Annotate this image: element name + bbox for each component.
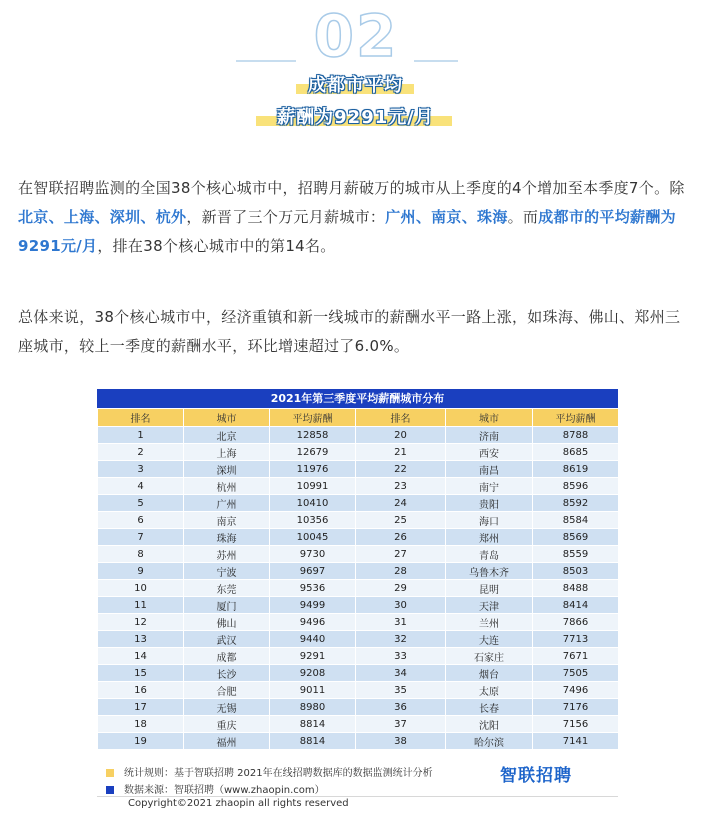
cell-salary: 9499	[270, 597, 356, 614]
table-row	[98, 546, 619, 563]
para1-text4: ，排在38个核心城市中的第14名。	[97, 237, 336, 255]
cell-city: 青岛	[446, 546, 533, 563]
header-line-right	[414, 60, 458, 62]
cell-salary: 8488	[533, 580, 619, 597]
cell-city: 天津	[446, 597, 533, 614]
cell-city: 兰州	[446, 614, 533, 631]
header-salary-2: 平均薪酬	[533, 409, 619, 427]
para1-highlight3: 成都市的平均薪酬为9291元/月	[18, 208, 676, 255]
zhaopin-logo: 智联招聘	[500, 766, 572, 786]
cell-rank: 9	[98, 563, 184, 580]
cell-salary: 8619	[533, 461, 619, 478]
cell-rank: 23	[356, 478, 446, 495]
cell-city: 石家庄	[446, 648, 533, 665]
table-row	[98, 716, 619, 733]
cell-city: 郑州	[446, 529, 533, 546]
table-row	[98, 665, 619, 682]
cell-rank: 3	[98, 461, 184, 478]
table-row	[98, 631, 619, 648]
header-rank-2: 排名	[356, 409, 446, 427]
cell-salary: 8685	[533, 444, 619, 461]
table-row	[98, 614, 619, 631]
table-row	[98, 563, 619, 580]
cell-rank: 37	[356, 716, 446, 733]
para1-text1: 在智联招聘监测的全国38个核心城市中，招聘月薪破万的城市从上季度的4个增加至本季度7个。除	[18, 179, 685, 197]
cell-rank: 19	[98, 733, 184, 750]
cell-city: 南宁	[446, 478, 533, 495]
cell-salary: 9291	[270, 648, 356, 665]
cell-rank: 14	[98, 648, 184, 665]
table-row	[98, 512, 619, 529]
cell-salary: 9011	[270, 682, 356, 699]
copyright-text: Copyright©2021 zhaopin all rights reserved	[128, 798, 349, 809]
table-row	[98, 580, 619, 597]
cell-rank: 35	[356, 682, 446, 699]
table-row	[98, 495, 619, 512]
cell-city: 海口	[446, 512, 533, 529]
cell-city: 福州	[184, 733, 270, 750]
cell-rank: 11	[98, 597, 184, 614]
cell-rank: 27	[356, 546, 446, 563]
cell-rank: 20	[356, 427, 446, 444]
cell-rank: 32	[356, 631, 446, 648]
table-row	[98, 461, 619, 478]
cell-city: 贵阳	[446, 495, 533, 512]
cell-rank: 4	[98, 478, 184, 495]
header-city-1: 城市	[184, 409, 270, 427]
table-row	[98, 733, 619, 750]
cell-salary: 8584	[533, 512, 619, 529]
section-number: 02	[313, 2, 399, 70]
cell-city: 佛山	[184, 614, 270, 631]
cell-rank: 38	[356, 733, 446, 750]
paragraph-summary: 总体来说，38个核心城市中，经济重镇和新一线城市的薪酬水平一路上涨，如珠海、佛山、郑州三座城市，较上一季度的薪酬水平，环比增速超过了6.0%。	[18, 308, 681, 355]
cell-city: 成都	[184, 648, 270, 665]
cell-rank: 25	[356, 512, 446, 529]
cell-salary: 8788	[533, 427, 619, 444]
cell-salary: 7713	[533, 631, 619, 648]
cell-city: 广州	[184, 495, 270, 512]
cell-salary: 9730	[270, 546, 356, 563]
cell-salary: 8814	[270, 733, 356, 750]
para1-highlight2: 广州、南京、珠海	[385, 208, 508, 226]
cell-salary: 8814	[270, 716, 356, 733]
cell-city: 昆明	[446, 580, 533, 597]
cell-city: 杭州	[184, 478, 270, 495]
cell-salary: 8596	[533, 478, 619, 495]
table-row	[98, 529, 619, 546]
cell-salary: 9440	[270, 631, 356, 648]
header-rank-1: 排名	[98, 409, 184, 427]
cell-salary: 7141	[533, 733, 619, 750]
cell-salary: 8569	[533, 529, 619, 546]
cell-city: 太原	[446, 682, 533, 699]
cell-city: 哈尔滨	[446, 733, 533, 750]
paragraph-intro	[18, 174, 694, 261]
cell-rank: 15	[98, 665, 184, 682]
legend-blue-square	[106, 786, 114, 794]
cell-rank: 6	[98, 512, 184, 529]
cell-rank: 33	[356, 648, 446, 665]
cell-city: 珠海	[184, 529, 270, 546]
cell-salary: 9536	[270, 580, 356, 597]
cell-salary: 9496	[270, 614, 356, 631]
table-row	[98, 444, 619, 461]
cell-salary: 7176	[533, 699, 619, 716]
cell-salary: 8592	[533, 495, 619, 512]
cell-city: 深圳	[184, 461, 270, 478]
cell-rank: 1	[98, 427, 184, 444]
para1-text3: 。而	[507, 208, 539, 226]
cell-city: 北京	[184, 427, 270, 444]
legend-source	[106, 781, 325, 796]
cell-rank: 31	[356, 614, 446, 631]
cell-rank: 36	[356, 699, 446, 716]
cell-city: 南昌	[446, 461, 533, 478]
header-line-left	[236, 60, 296, 62]
cell-city: 东莞	[184, 580, 270, 597]
cell-rank: 12	[98, 614, 184, 631]
cell-city: 济南	[446, 427, 533, 444]
cell-rank: 18	[98, 716, 184, 733]
cell-rank: 8	[98, 546, 184, 563]
cell-rank: 34	[356, 665, 446, 682]
cell-city: 长沙	[184, 665, 270, 682]
table-row	[98, 597, 619, 614]
cell-rank: 17	[98, 699, 184, 716]
cell-salary: 8559	[533, 546, 619, 563]
header-salary-1: 平均薪酬	[270, 409, 356, 427]
para1-text2: ，新晋了三个万元月薪城市：	[186, 208, 386, 226]
table-header-row	[98, 409, 619, 427]
cell-salary: 8414	[533, 597, 619, 614]
cell-city: 沈阳	[446, 716, 533, 733]
header-city-2: 城市	[446, 409, 533, 427]
cell-rank: 22	[356, 461, 446, 478]
table-row	[98, 682, 619, 699]
cell-city: 宁波	[184, 563, 270, 580]
cell-city: 烟台	[446, 665, 533, 682]
cell-salary: 10045	[270, 529, 356, 546]
cell-city: 无锡	[184, 699, 270, 716]
section-header	[0, 0, 711, 150]
cell-salary: 12679	[270, 444, 356, 461]
cell-rank: 28	[356, 563, 446, 580]
cell-city: 南京	[184, 512, 270, 529]
cell-rank: 10	[98, 580, 184, 597]
cell-rank: 21	[356, 444, 446, 461]
cell-salary: 9697	[270, 563, 356, 580]
cell-city: 厦门	[184, 597, 270, 614]
footer-divider	[97, 796, 618, 797]
cell-salary: 7671	[533, 648, 619, 665]
cell-rank: 30	[356, 597, 446, 614]
table-row	[98, 699, 619, 716]
cell-city: 乌鲁木齐	[446, 563, 533, 580]
cell-rank: 13	[98, 631, 184, 648]
table-row	[98, 427, 619, 444]
cell-rank: 5	[98, 495, 184, 512]
cell-city: 武汉	[184, 631, 270, 648]
cell-rank: 24	[356, 495, 446, 512]
cell-rank: 26	[356, 529, 446, 546]
cell-rank: 29	[356, 580, 446, 597]
cell-salary: 7496	[533, 682, 619, 699]
table-row	[98, 478, 619, 495]
salary-table	[97, 389, 618, 750]
cell-salary: 10410	[270, 495, 356, 512]
cell-city: 上海	[184, 444, 270, 461]
cell-city: 重庆	[184, 716, 270, 733]
legend-rule-text: 统计规则：基于智联招聘 2021年在线招聘数据库的数据监测统计分析	[124, 768, 433, 779]
cell-city: 苏州	[184, 546, 270, 563]
salary-table-grid	[97, 408, 619, 750]
cell-city: 大连	[446, 631, 533, 648]
cell-rank: 7	[98, 529, 184, 546]
cell-rank: 2	[98, 444, 184, 461]
cell-salary: 9208	[270, 665, 356, 682]
legend-yellow-square	[106, 769, 114, 777]
cell-rank: 16	[98, 682, 184, 699]
para1-highlight1: 北京、上海、深圳、杭外	[18, 208, 187, 226]
cell-salary: 7156	[533, 716, 619, 733]
legend-source-text: 数据来源：智联招聘（www.zhaopin.com）	[124, 785, 325, 796]
table-row	[98, 648, 619, 665]
cell-city: 西安	[446, 444, 533, 461]
header-title-line2: 薪酬为9291元/月	[277, 107, 434, 128]
cell-salary: 7866	[533, 614, 619, 631]
table-body	[98, 427, 619, 750]
cell-city: 长春	[446, 699, 533, 716]
cell-salary: 12858	[270, 427, 356, 444]
cell-salary: 11976	[270, 461, 356, 478]
cell-salary: 10356	[270, 512, 356, 529]
legend-rule	[106, 764, 433, 779]
cell-salary: 7505	[533, 665, 619, 682]
cell-salary: 10991	[270, 478, 356, 495]
cell-salary: 8503	[533, 563, 619, 580]
table-title: 2021年第三季度平均薪酬城市分布	[97, 389, 618, 408]
cell-city: 合肥	[184, 682, 270, 699]
header-title-line1: 成都市平均	[308, 75, 403, 96]
cell-salary: 8980	[270, 699, 356, 716]
